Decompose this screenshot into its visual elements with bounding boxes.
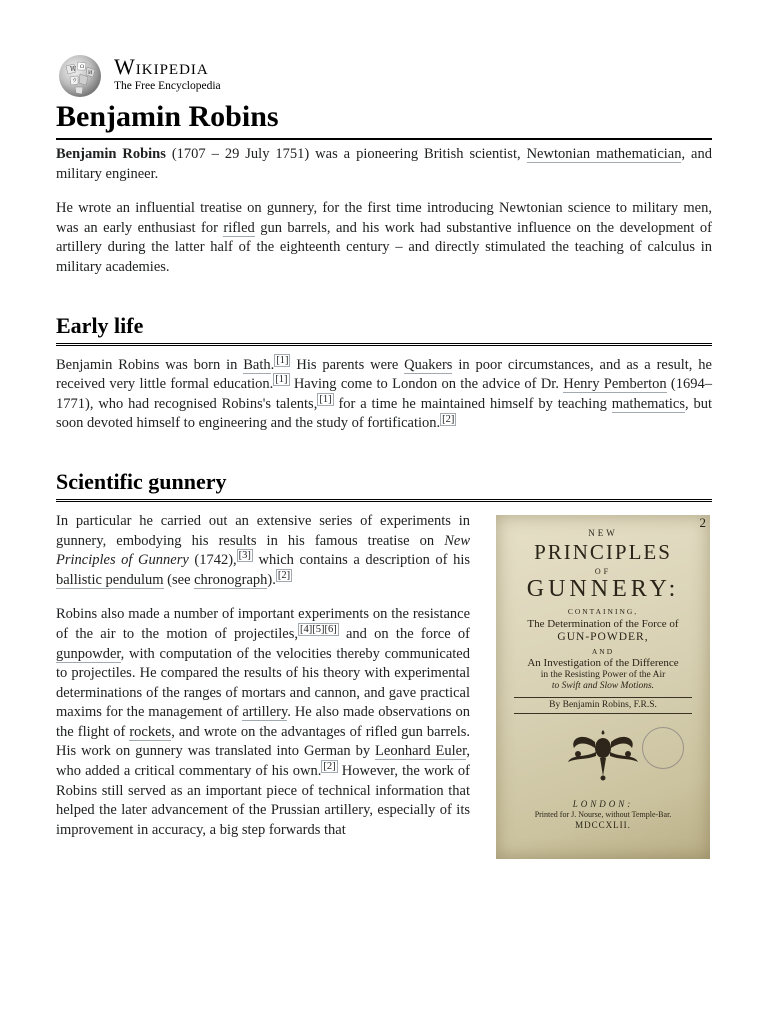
sg2-text-1: Robins also made a number of important experiments on the resistance of the air to the motion of projectiles, xyxy=(56,606,470,642)
sg2-text-5: , and wrote on the advantages of rifled gun barrels. His work on gunnery was translated into German by xyxy=(56,723,470,760)
link-newtonian-mathematician[interactable]: Newtonian mathematician xyxy=(526,146,682,162)
plate-date: MDCCXLII. xyxy=(575,819,631,830)
sg2-text-3: , with computation of the velocities thereby communicated to projectiles. He compared the results of his theory with experimental determinations of the ranges of mortars and cannon, and gave practical maxims for the management of xyxy=(56,645,470,721)
plate-london: LONDON: xyxy=(572,798,634,809)
link-artillery[interactable]: artillery xyxy=(242,704,288,721)
el-text-7: for a time he maintained himself by teaching xyxy=(333,395,612,412)
article-page xyxy=(56,52,712,840)
book-title-italic: New Principles of Gunnery xyxy=(56,532,470,569)
intro-text-2: gun barrels, and his work had substantive influence on the development of artillery during the latter half of the eighteenth century – and directly stimulated the teaching of calculus in military academies. xyxy=(56,219,712,275)
el-text-3: His parents were xyxy=(290,356,405,373)
plate-of: OF xyxy=(594,566,612,576)
link-ballistic-pendulum[interactable]: ballistic pendulum xyxy=(56,571,164,588)
el-text-6: (1694–1771), who had recognised Robins's talents, xyxy=(56,376,712,412)
gunnery-paragraph-1 xyxy=(56,512,470,590)
citation-ref[interactable]: [3] xyxy=(238,550,251,562)
plate-line-4: in the Resisting Power of the Air xyxy=(540,669,666,680)
plate-line-2: GUN-POWDER, xyxy=(557,630,649,643)
plate-and: AND xyxy=(591,646,615,656)
plate-new: NEW xyxy=(588,527,618,538)
citation-ref[interactable]: [2] xyxy=(442,413,455,425)
plate-line-1: The Determination of the Force of xyxy=(527,617,679,630)
sg1-text-1: In particular he carried out an extensive series of experiments in gunnery, embodying his results in his famous treatise on xyxy=(56,512,470,549)
early-life-paragraph xyxy=(56,356,712,434)
link-bath[interactable]: Bath xyxy=(243,356,271,373)
wikipedia-globe-icon[interactable] xyxy=(56,54,104,98)
title-page-image[interactable] xyxy=(496,515,710,859)
el-text-1: Benjamin Robins was born in xyxy=(56,356,244,373)
gunnery-section xyxy=(56,512,712,841)
citation-ref[interactable]: [2] xyxy=(277,569,291,581)
link-gunpowder[interactable]: gunpowder xyxy=(56,645,121,662)
sg1-text-5: ). xyxy=(267,571,276,588)
link-henry-pemberton[interactable]: Henry Pemberton xyxy=(563,376,667,393)
sg1-text-2: (1742), xyxy=(188,552,237,569)
heading-early-life: Early life xyxy=(56,312,712,346)
plate-page-number: 2 xyxy=(699,514,706,530)
plate-principles: PRINCIPLES xyxy=(534,539,672,564)
svg-text:И: И xyxy=(88,70,93,76)
link-chronograph[interactable]: chronograph xyxy=(194,571,268,588)
plate-rule xyxy=(514,713,692,714)
sg1-text-4: (see xyxy=(163,571,195,588)
link-rockets[interactable]: rockets xyxy=(129,723,172,740)
wordmark-subtitle: The Free Encyclopedia xyxy=(114,80,221,92)
citation-ref[interactable]: [1] xyxy=(276,354,289,366)
plate-line-3: An Investigation of the Difference xyxy=(527,656,679,669)
svg-text:W: W xyxy=(70,66,77,73)
plate-author: By Benjamin Robins, F.R.S. xyxy=(549,699,657,710)
heading-scientific-gunnery: Scientific gunnery xyxy=(56,468,712,502)
plate-containing: CONTAINING, xyxy=(567,606,639,616)
lead-text-2: , and military engineer. xyxy=(56,146,712,182)
gunnery-text-column xyxy=(56,512,470,841)
plate-line-5: to Swift and Slow Motions. xyxy=(551,680,655,691)
plate-printed: Printed for J. Nourse, without Temple-Bar. xyxy=(534,809,672,819)
svg-text:ウ: ウ xyxy=(72,78,78,84)
lead-text-1: (1707 – 29 July 1751) was a pioneering British scientist, xyxy=(165,146,527,162)
citation-ref[interactable]: [2] xyxy=(323,761,336,773)
sg2-text-2: and on the force of xyxy=(338,625,471,642)
plate-gunnery: GUNNERY: xyxy=(526,575,680,602)
lead-bold-name: Benjamin Robins xyxy=(56,146,166,162)
gunnery-paragraph-2 xyxy=(56,605,470,840)
wordmark-title: Wikipedia xyxy=(114,54,209,79)
citation-ref[interactable]: [4][5][6] xyxy=(300,624,337,636)
citation-ref[interactable]: [1] xyxy=(275,374,288,386)
wordmark[interactable] xyxy=(114,56,221,93)
citation-ref[interactable]: [1] xyxy=(319,393,332,405)
intro-text-1: He wrote an influential treatise on gunnery, for the first time introducing Newtonian science to military men, was an early enthusiast for xyxy=(56,200,712,236)
intro-paragraph xyxy=(56,199,712,277)
library-stamp xyxy=(642,727,684,769)
lead-paragraph xyxy=(56,145,712,184)
el-text-4: in poor circumstances, and as a result, he received very little formal education. xyxy=(56,356,712,393)
el-text-2: . xyxy=(270,356,275,373)
el-text-5: Having come to London on the advice of Dr. xyxy=(289,376,564,393)
svg-text:Ω: Ω xyxy=(80,64,85,70)
site-header xyxy=(56,52,712,100)
el-text-8: , but soon devoted himself to engineering and the study of fortification. xyxy=(56,395,713,432)
sg1-text-3: which contains a description of his xyxy=(252,552,470,569)
link-quakers[interactable]: Quakers xyxy=(404,356,453,373)
plate-rule xyxy=(514,697,692,698)
sg2-text-4: . He also made observations on the flight of xyxy=(56,704,470,740)
sg2-text-7: However, the work of Robins still served as an important piece of technical information that helped the later advancement of the Prussian artillery, especially of its improvement in accuracy, a big step forwards that xyxy=(56,763,470,838)
link-rifled[interactable]: rifled xyxy=(223,219,255,236)
link-mathematics[interactable]: mathematics xyxy=(611,395,685,412)
sg2-text-6: , who added a critical commentary of his own. xyxy=(56,743,470,780)
page-title: Benjamin Robins xyxy=(56,100,712,140)
printers-ornament-icon xyxy=(558,724,648,782)
link-leonhard-euler[interactable]: Leonhard Euler xyxy=(375,743,467,760)
